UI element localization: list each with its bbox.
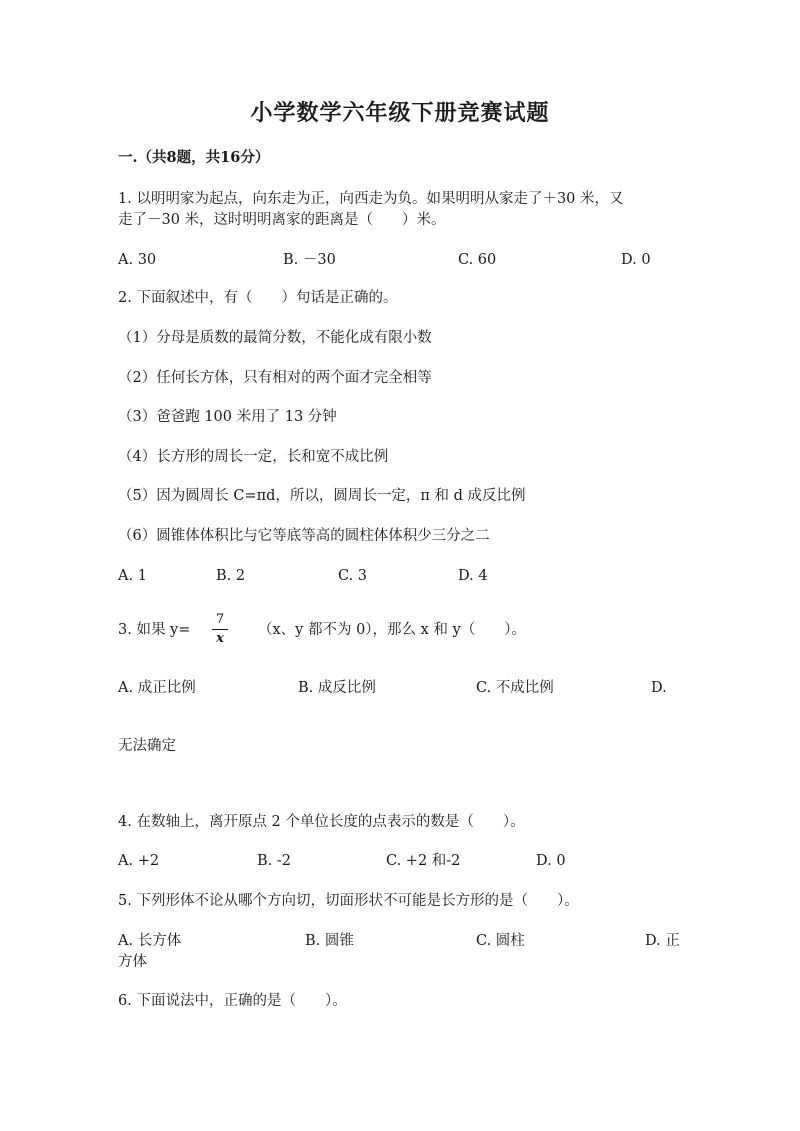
q5-stem: 5. 下列形体不论从哪个方向切，切面形状不可能是长方形的是（ ）。 <box>118 893 579 909</box>
q2-option-c: C. 3 <box>338 568 368 584</box>
q3-fraction-denominator: x <box>216 631 224 646</box>
q2-option-a: A. 1 <box>118 568 147 584</box>
section-heading: 一.（共8题，共16分） <box>118 149 270 166</box>
q3-stem-prefix: 3. 如果 y= <box>118 622 191 638</box>
q5-option-c: C. 圆柱 <box>476 933 525 949</box>
q2-statement-4: （4）长方形的周长一定，长和宽不成比例 <box>118 449 389 465</box>
q3-option-a: A. 成正比例 <box>118 680 196 696</box>
q1-option-a: A. 30 <box>118 252 157 268</box>
q1-stem-line2: 走了－30 米，这时明明离家的距离是（ ）米。 <box>118 212 446 228</box>
q2-statement-3: （3）爸爸跑 100 米用了 13 分钟 <box>118 409 337 425</box>
q4-option-c: C. +2 和-2 <box>386 853 461 869</box>
q1-option-d: D. 0 <box>621 252 651 268</box>
q5-option-a: A. 长方体 <box>118 933 182 949</box>
q2-statement-5: （5）因为圆周长 C=πd，所以，圆周长一定，π 和 d 成反比例 <box>118 488 526 504</box>
q2-option-b: B. 2 <box>216 568 246 584</box>
q3-fraction-numerator: 7 <box>215 612 225 627</box>
q3-option-d-continued: 无法确定 <box>118 738 176 754</box>
q2-statement-6: （6）圆锥体体积比与它等底等高的圆柱体体积少三分之二 <box>118 528 490 544</box>
q2-statement-2: （2）任何长方体，只有相对的两个面才完全相等 <box>118 370 432 386</box>
q5-option-d-continued: 方体 <box>118 954 147 970</box>
q2-option-d: D. 4 <box>458 568 488 584</box>
q5-option-b: B. 圆锥 <box>305 933 354 949</box>
q3-fraction <box>212 613 228 646</box>
q3-stem-suffix: （x、y 都不为 0），那么 x 和 y（ ）。 <box>258 622 527 638</box>
q1-option-c: C. 60 <box>458 252 497 268</box>
q3-option-c: C. 不成比例 <box>476 680 554 696</box>
q4-option-d: D. 0 <box>536 853 566 869</box>
q6-stem: 6. 下面说法中，正确的是（ ）。 <box>118 993 347 1009</box>
q1-option-b: B. －30 <box>283 252 336 268</box>
q3-fraction-bar <box>212 629 228 630</box>
q4-option-a: A. +2 <box>118 853 160 869</box>
q1-stem-line1: 1. 以明明家为起点，向东走为正，向西走为负。如果明明从家走了＋30 米，又 <box>118 191 624 207</box>
q4-stem: 4. 在数轴上，离开原点 2 个单位长度的点表示的数是（ ）。 <box>118 814 525 830</box>
q4-option-b: B. -2 <box>257 853 291 869</box>
q3-option-d: D. <box>651 680 667 696</box>
q2-statement-1: （1）分母是质数的最简分数，不能化成有限小数 <box>118 330 432 346</box>
q3-option-b: B. 成反比例 <box>298 680 376 696</box>
q2-stem: 2. 下面叙述中，有（ ）句话是正确的。 <box>118 290 398 306</box>
exam-title: 小学数学六年级下册竞赛试题 <box>250 100 550 126</box>
q5-option-d: D. 正 <box>645 933 680 949</box>
